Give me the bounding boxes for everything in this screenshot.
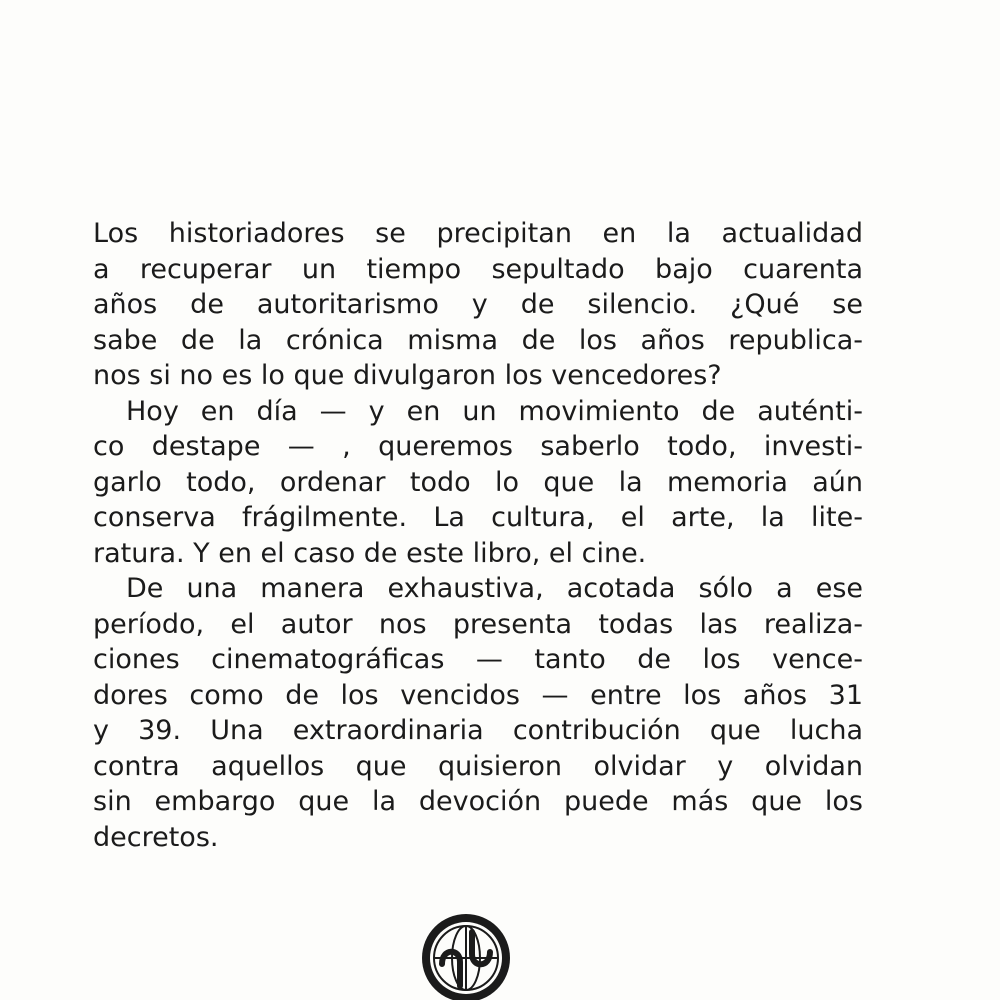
blurb-text — [93, 216, 863, 855]
blurb-line: contra aquellos que quisieron olvidar y olvidan — [93, 750, 863, 782]
blurb-line: sabe de la crónica misma de los años republica- — [93, 324, 863, 356]
blurb-line: a recuperar un tiempo sepultado bajo cuarenta — [93, 253, 863, 285]
blurb-line: ratura. Y en el caso de este libro, el cine. — [93, 537, 647, 569]
blurb-line: co destape — , queremos saberlo todo, investi- — [93, 431, 863, 462]
blurb-line: período, el autor nos presenta todas las realiza- — [93, 608, 863, 640]
publisher-globe-logo-icon — [420, 912, 512, 1000]
blurb-line: Hoy en día — y en un movimiento de auténti- — [126, 395, 863, 427]
blurb-line: Los historiadores se precipitan en la actualidad — [93, 218, 863, 249]
blurb-line: conserva frágilmente. La cultura, el arte, la lite- — [93, 502, 863, 533]
blurb-line: decretos. — [93, 821, 219, 853]
blurb-line: dores como de los vencidos — entre los años 31 — [93, 679, 863, 711]
blurb-line: De una manera exhaustiva, acotada sólo a ese — [126, 573, 863, 604]
blurb-line: nos si no es lo que divulgaron los vencedores? — [93, 360, 722, 391]
blurb-line: sin embargo que la devoción puede más que los — [93, 786, 863, 817]
blurb-line: y 39. Una extraordinaria contribución que lucha — [93, 715, 863, 746]
blurb-line: garlo todo, ordenar todo lo que la memoria aún — [93, 466, 863, 498]
blurb-line: años de autoritarismo y de silencio. ¿Qué se — [93, 289, 863, 320]
blurb-line: ciones cinematográficas — tanto de los vence- — [93, 644, 863, 675]
